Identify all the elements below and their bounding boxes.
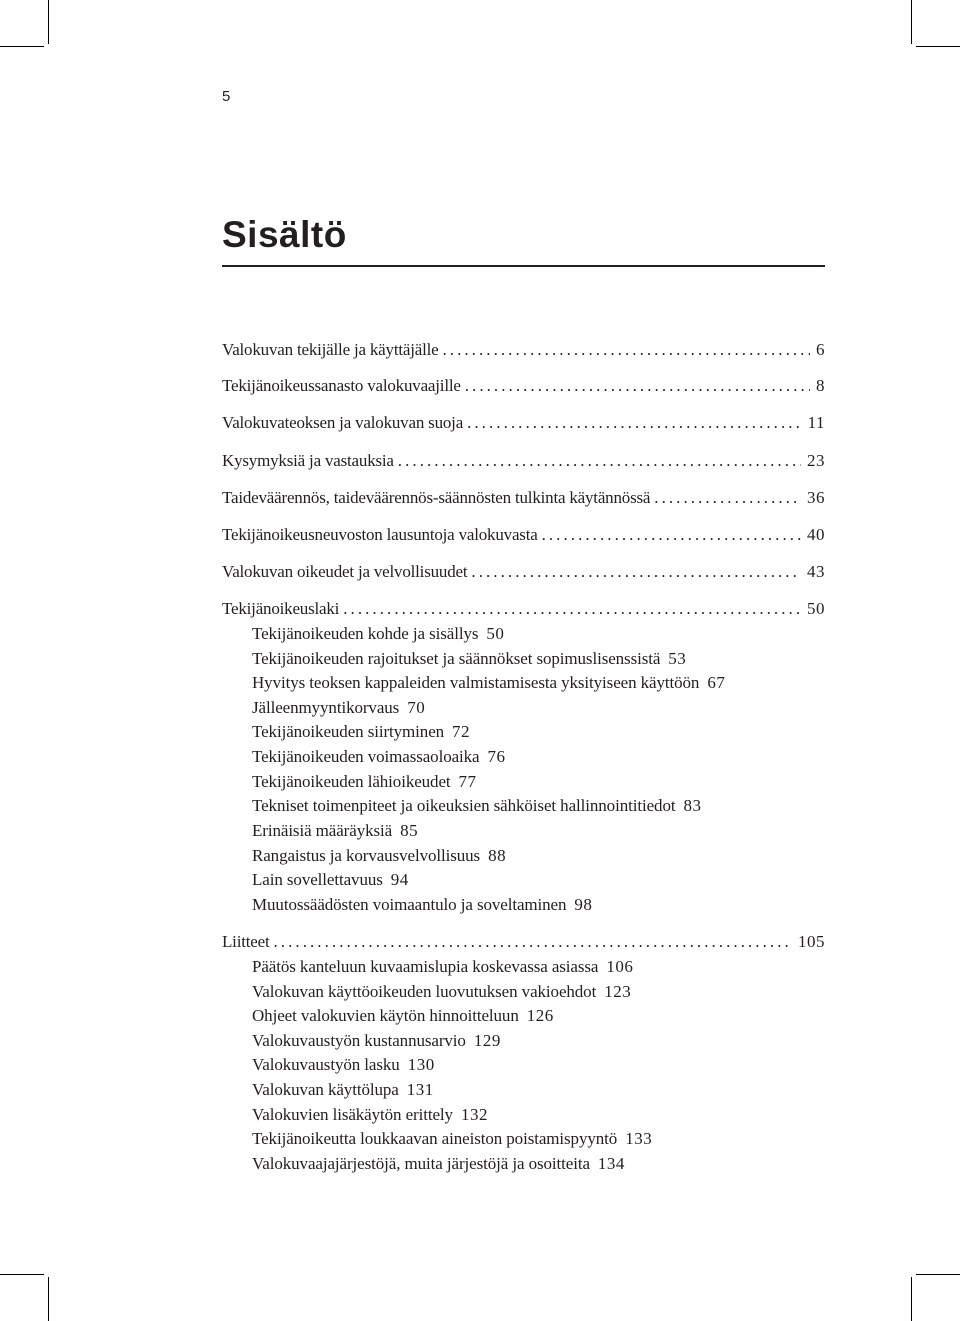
toc-subentry-label: Valokuvan käyttölupa [252,1080,399,1099]
toc-subentry-label: Tekijänoikeuden kohde ja sisällys [252,624,479,643]
toc-entry[interactable] [222,450,825,472]
toc-subentry[interactable] [252,869,409,891]
toc-subentry-label: Päätös kanteluun kuvaamislupia koskevassa asiassa [252,957,599,976]
toc-subentry-page: 134 [597,1154,625,1173]
crop-mark-top-right [911,0,912,44]
crop-mark-bottom-left-h [0,1274,44,1275]
toc-subentry[interactable] [252,648,686,670]
dot-leader [654,487,801,509]
toc-subentry-page: 126 [526,1006,554,1025]
toc-subentry-page: 67 [707,673,726,692]
toc-entry[interactable] [222,931,825,953]
toc-entry-page: 23 [807,451,825,470]
toc-entry-label: Liitteet [222,932,270,951]
dot-leader [465,375,810,397]
toc-subentry[interactable] [252,721,470,743]
toc-subentry-page: 123 [604,982,632,1001]
toc-entry-label: Kysymyksiä ja vastauksia [222,451,394,470]
toc-entry-page: 6 [816,340,825,359]
toc-subentry-page: 106 [606,957,634,976]
toc-entry-label: Tekijänoikeuslaki [222,599,340,618]
toc-entry[interactable] [222,487,825,509]
toc-entry-label: Tekijänoikeusneuvoston lausuntoja valokuvasta [222,525,538,544]
toc-entry-page: 11 [807,413,825,432]
toc-entry[interactable] [222,524,825,546]
toc-subentry[interactable] [252,795,701,817]
toc-entry-page: 40 [807,525,825,544]
toc-subentry-page: 53 [668,649,687,668]
toc-subentry[interactable] [252,1079,434,1101]
toc-subentry[interactable] [252,1005,554,1027]
toc-subentry[interactable] [252,1030,501,1052]
dot-leader [274,931,793,953]
toc-entry-page: 43 [807,562,825,581]
toc-subentry-label: Lain sovellettavuus [252,870,383,889]
toc-subentry-label: Ohjeet valokuvien käytön hinnoitteluun [252,1006,519,1025]
toc-entry-page: 36 [807,488,825,507]
toc-subentry[interactable] [252,820,418,842]
dot-leader [398,450,801,472]
toc-subentry-label: Tekijänoikeutta loukkaavan aineiston poistamispyyntö [252,1129,618,1148]
dot-leader [467,412,802,434]
toc-subentry[interactable] [252,956,633,978]
toc-subentry-label: Tekniset toimenpiteet ja oikeuksien sähköiset hallinnointitiedot [252,796,676,815]
toc-subentry[interactable] [252,697,425,719]
toc-subentry[interactable] [252,623,504,645]
toc-subentry-page: 98 [574,895,593,914]
page-title: Sisältö [222,214,347,255]
toc-subentry-label: Valokuvien lisäkäytön erittely [252,1105,453,1124]
toc-subentry-page: 94 [390,870,409,889]
toc-entry[interactable] [222,339,825,361]
crop-mark-top-left [48,0,49,44]
toc-subentry[interactable] [252,1128,652,1150]
toc-subentry-label: Valokuvaustyön kustannusarvio [252,1031,466,1050]
toc-subentry[interactable] [252,746,506,768]
toc-subentry[interactable] [252,981,631,1003]
toc-subentry-page: 133 [625,1129,653,1148]
toc-entry-label: Valokuvan oikeudet ja velvollisuudet [222,562,468,581]
toc-subentry-label: Tekijänoikeuden voimassaoloaika [252,747,480,766]
toc-subentry-page: 132 [460,1105,488,1124]
toc-entry-page: 8 [816,376,825,395]
toc-entry-label: Tekijänoikeussanasto valokuvaajille [222,376,461,395]
title-rule [222,265,825,267]
toc-subentry-label: Tekijänoikeuden siirtyminen [252,722,445,741]
toc-subentry-page: 77 [458,772,477,791]
toc-subentry-page: 129 [473,1031,501,1050]
toc-subentry-label: Valokuvaustyön lasku [252,1055,400,1074]
toc-subentry[interactable] [252,771,477,793]
crop-mark-top-left-h [0,46,44,47]
toc-entry-page: 50 [807,599,825,618]
toc-subentry-label: Valokuvaajajärjestöjä, muita järjestöjä ja osoitteita [252,1154,590,1173]
toc-subentry-page: 131 [406,1080,434,1099]
toc-entry[interactable] [222,598,825,620]
toc-subentry-page: 50 [486,624,505,643]
toc-subentry-label: Muutossäädösten voimaantulo ja soveltaminen [252,895,567,914]
toc-entry[interactable] [222,561,825,583]
toc-subentry-label: Valokuvan käyttöoikeuden luovutuksen vakioehdot [252,982,597,1001]
toc-entry[interactable] [222,375,825,397]
dot-leader [471,561,801,583]
crop-mark-top-right-h [916,46,960,47]
toc-subentry[interactable] [252,1054,435,1076]
dot-leader [542,524,801,546]
crop-mark-bottom-right-h [916,1274,960,1275]
toc-subentry-page: 72 [452,722,471,741]
crop-mark-bottom-left [48,1277,49,1321]
toc-entry-page: 105 [798,932,825,951]
toc-subentry-page: 88 [488,846,507,865]
toc-subentry[interactable] [252,845,506,867]
toc-subentry[interactable] [252,672,725,694]
toc-subentry-label: Tekijänoikeuden rajoitukset ja säännökset sopimuslisenssistä [252,649,661,668]
page-number: 5 [222,88,231,105]
toc-subentry-page: 76 [487,747,506,766]
toc-subentry-label: Hyvitys teoksen kappaleiden valmistamisesta yksityiseen käyttöön [252,673,700,692]
dot-leader [343,598,801,620]
toc-subentry-page: 70 [407,698,426,717]
toc-subentry-label: Tekijänoikeuden lähioikeudet [252,772,451,791]
toc-entry-label: Valokuvan tekijälle ja käyttäjälle [222,340,439,359]
toc-subentry-page: 83 [683,796,702,815]
crop-mark-bottom-right [911,1277,912,1321]
toc-entry[interactable] [222,412,825,434]
toc-subentry-page: 85 [400,821,419,840]
toc-entry-label: Taideväärennös, taideväärennös-säännösten tulkinta käytännössä [222,488,651,507]
dot-leader [442,339,810,361]
toc-subentry-label: Jälleenmyyntikorvaus [252,698,400,717]
toc-subentry-page: 130 [407,1055,435,1074]
toc-subentry[interactable] [252,1104,488,1126]
toc-subentry-label: Erinäisiä määräyksiä [252,821,393,840]
toc-subentry-label: Rangaistus ja korvausvelvollisuus [252,846,481,865]
toc-entry-label: Valokuvateoksen ja valokuvan suoja [222,413,464,432]
toc-subentry[interactable] [252,894,592,916]
toc-subentry[interactable] [252,1153,625,1175]
